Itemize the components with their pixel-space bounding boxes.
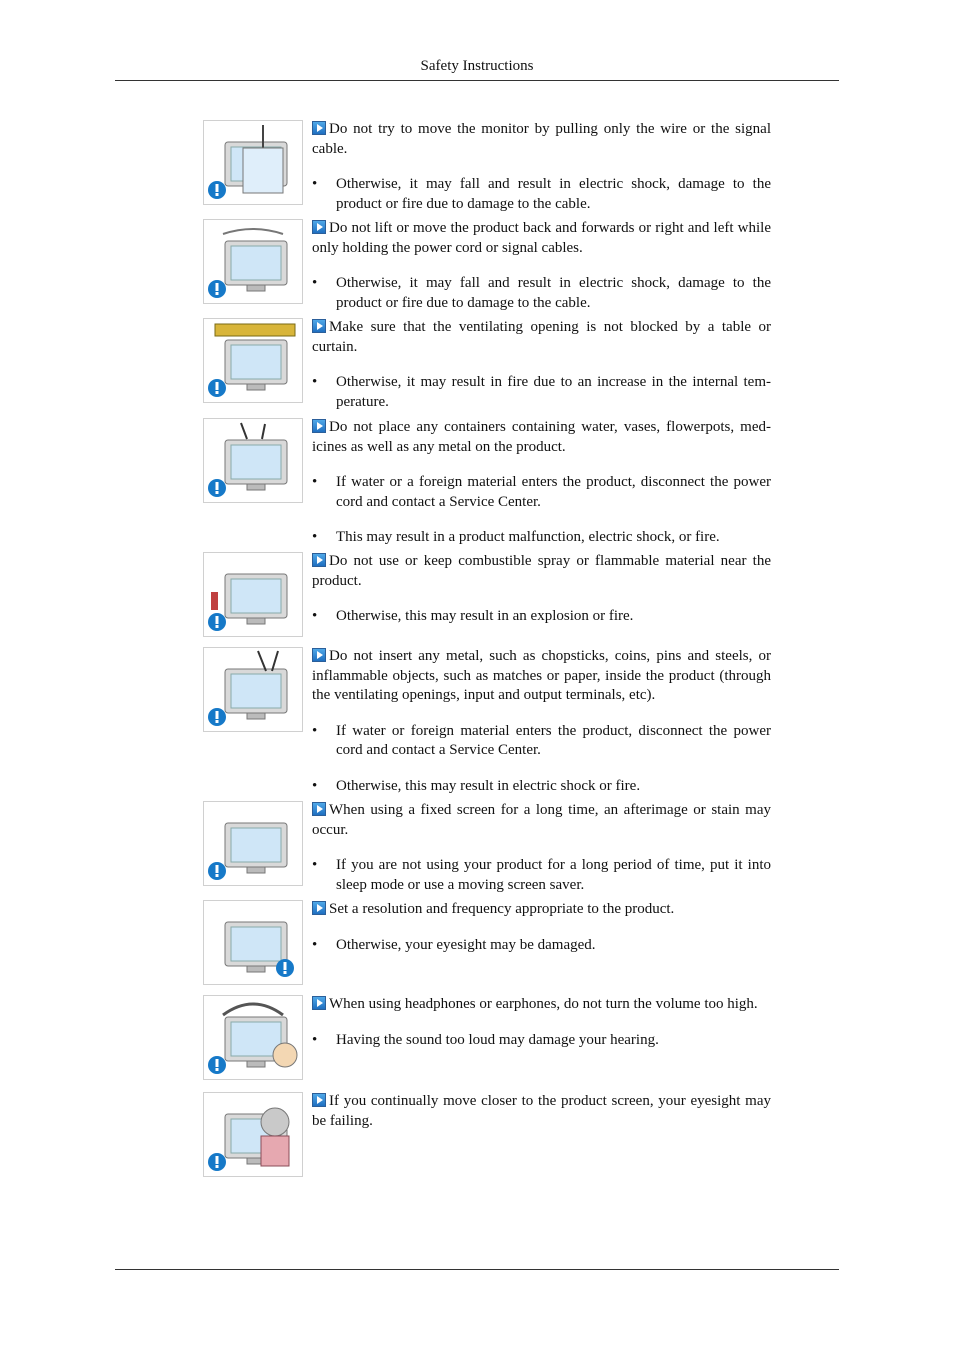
bullet-text: If you are not using your product for a long period of time, put it into sleep mode or use a moving screen saver. (336, 857, 771, 893)
bullet-dot-icon: • (312, 777, 318, 794)
safety-entry-text (312, 318, 771, 412)
page-header-title: Safety Instructions (420, 58, 534, 74)
safety-instruction (312, 995, 771, 1015)
consequence-bullet (312, 274, 771, 313)
bullet-text: Otherwise, it may fall and result in electric shock, damage to the product or fire due to damage to the cable. (336, 176, 771, 212)
bullet-text: If water or a foreign material enters the product, disconnect the power cord and contact a Service Center. (336, 474, 771, 510)
cable-pull-warning-icon (203, 120, 303, 205)
consequence-bullet (312, 777, 771, 797)
safety-instruction (312, 552, 771, 591)
safety-instruction (312, 318, 771, 357)
instruction-text: Set a resolution and frequency appropriate to the product. (329, 901, 675, 917)
safety-instruction (312, 801, 771, 840)
consequence-bullet (312, 528, 771, 548)
play-arrow-icon (312, 901, 326, 915)
play-arrow-icon (312, 220, 326, 234)
safety-entry-text (312, 1092, 771, 1131)
safety-instruction (312, 219, 771, 258)
bullet-text: Otherwise, this may result in an explosion or fire. (336, 608, 634, 624)
bullet-dot-icon: • (312, 722, 318, 739)
safety-instruction (312, 647, 771, 706)
play-arrow-icon (312, 553, 326, 567)
bullet-text: Otherwise, it may result in fire due to an increase in the internal tem-perature. (336, 374, 771, 410)
safety-entry-text (312, 120, 771, 214)
play-arrow-icon (312, 419, 326, 433)
instruction-text: Do not place any containers containing water, vases, flowerpots, med-icines as well as any metal on the product. (312, 419, 771, 455)
bullet-text: Otherwise, your eyesight may be damaged. (336, 936, 596, 953)
instruction-text: When using a fixed screen for a long time, an afterimage or stain may occur. (312, 802, 771, 838)
bullet-dot-icon: • (312, 608, 318, 624)
safety-instruction (312, 1092, 771, 1131)
header-divider (115, 80, 839, 81)
consequence-bullet (312, 607, 771, 627)
play-arrow-icon (312, 319, 326, 333)
instruction-text: Do not try to move the monitor by pulling only the wire or the signal cable. (312, 121, 771, 157)
play-arrow-icon (312, 1093, 326, 1107)
safety-instruction (312, 418, 771, 457)
instruction-text: Do not use or keep combustible spray or flammable material near the product. (312, 553, 771, 589)
consequence-bullet (312, 936, 771, 956)
safety-entry-text (312, 647, 771, 796)
safety-entry-text (312, 219, 771, 313)
flammable-spray-warning-icon (203, 552, 303, 637)
bullet-text: Having the sound too loud may damage your hearing. (336, 1031, 659, 1048)
consequence-bullet (312, 373, 771, 412)
afterimage-warning-icon (203, 801, 303, 886)
safety-entry-text (312, 418, 771, 548)
bullet-dot-icon: • (312, 474, 318, 490)
bullet-dot-icon: • (312, 1031, 318, 1048)
bullet-dot-icon: • (312, 374, 318, 390)
containers-on-product-warning-icon (203, 418, 303, 503)
consequence-bullet (312, 1031, 771, 1051)
metal-insert-warning-icon (203, 647, 303, 732)
safety-instruction (312, 900, 771, 920)
bullet-dot-icon: • (312, 275, 318, 291)
play-arrow-icon (312, 648, 326, 662)
consequence-bullet (312, 473, 771, 512)
play-arrow-icon (312, 121, 326, 135)
play-arrow-icon (312, 802, 326, 816)
safety-instruction (312, 120, 771, 159)
bullet-dot-icon: • (312, 529, 318, 545)
safety-entry-text (312, 552, 771, 627)
cable-swing-warning-icon (203, 219, 303, 304)
instruction-text: Do not lift or move the product back and forwards or right and left while only holding the power cord or signal cables. (312, 220, 771, 256)
safety-entry-text (312, 801, 771, 895)
consequence-bullet (312, 856, 771, 895)
consequence-bullet (312, 175, 771, 214)
instruction-text: Make sure that the ventilating opening is not blocked by a table or curtain. (312, 319, 771, 355)
viewing-distance-warning-icon (203, 1092, 303, 1177)
headphone-volume-warning-icon (203, 995, 303, 1080)
bullet-text: If water or foreign material enters the product, disconnect the power cord and contact a Service Center. (336, 722, 771, 758)
play-arrow-icon (312, 996, 326, 1010)
bullet-text: Otherwise, this may result in electric shock or fire. (336, 777, 641, 794)
bullet-text: Otherwise, it may fall and result in electric shock, damage to the product or fire due to damage to the cable. (336, 275, 771, 311)
safety-entry-text (312, 995, 771, 1050)
bullet-dot-icon: • (312, 857, 318, 873)
bullet-dot-icon: • (312, 936, 318, 953)
bullet-dot-icon: • (312, 176, 318, 192)
resolution-warning-icon (203, 900, 303, 985)
safety-entry-text (312, 900, 771, 955)
bullet-text: This may result in a product malfunction, electric shock, or fire. (336, 529, 720, 545)
footer-divider (115, 1269, 839, 1270)
instruction-text: When using headphones or earphones, do not turn the volume too high. (329, 996, 758, 1012)
ventilation-blocked-warning-icon (203, 318, 303, 403)
instruction-text: Do not insert any metal, such as chopsticks, coins, pins and steels, or inflammable objects, such as matches or paper, inside the product (through the ventilating openings, input and output terminals, etc). (312, 648, 771, 703)
consequence-bullet (312, 722, 771, 761)
instruction-text: If you continually move closer to the product screen, your eyesight may be failing. (312, 1093, 771, 1129)
